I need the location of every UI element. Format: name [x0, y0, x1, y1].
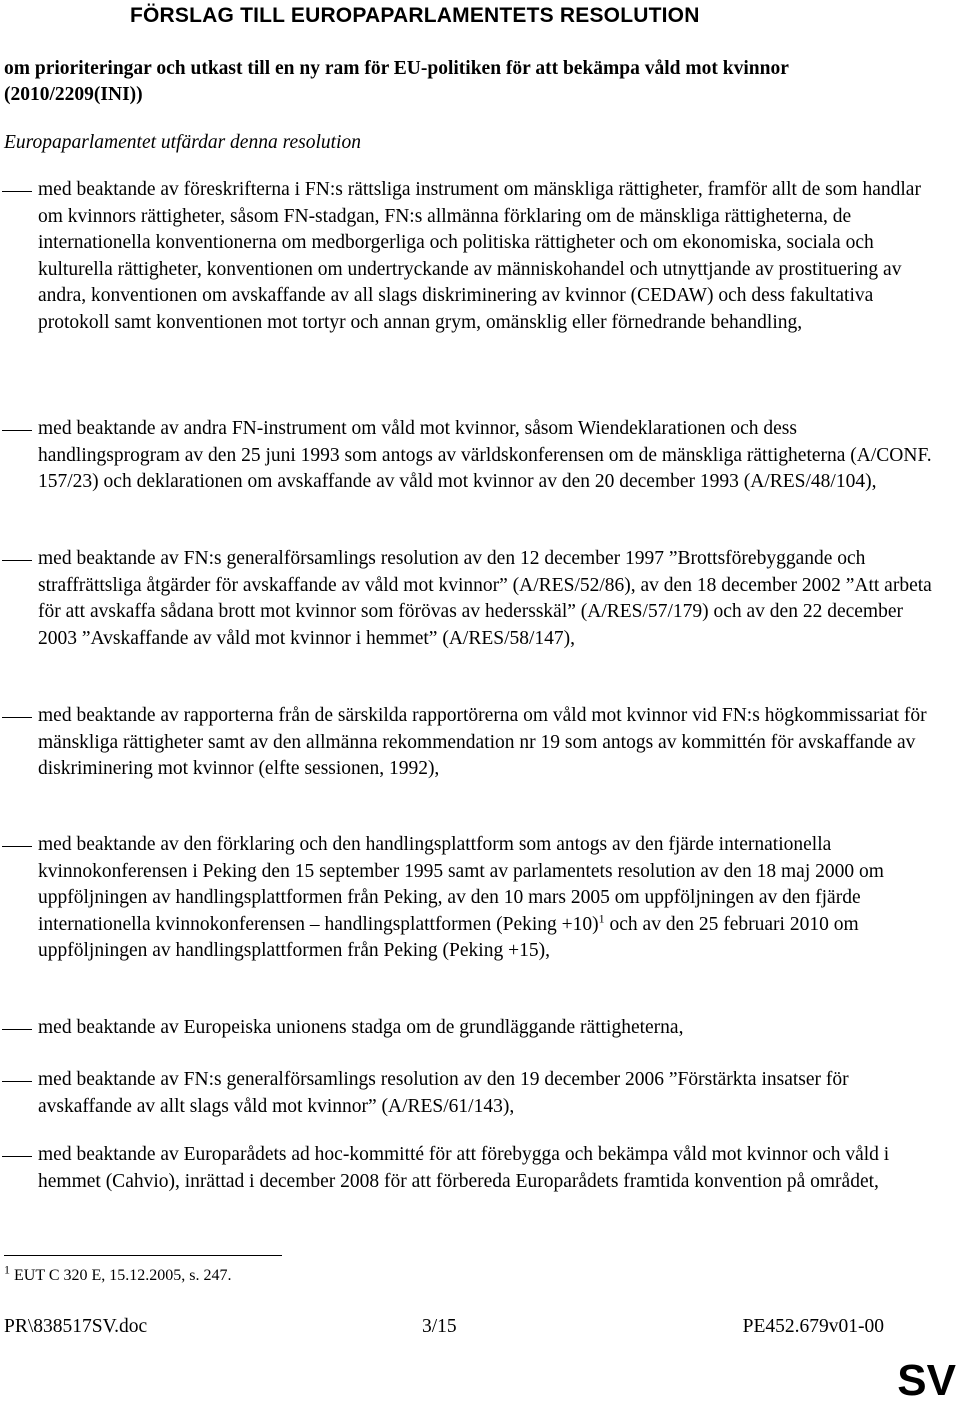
citation-5-continuation: och av den 25 februari 2010 om uppföljningen av handlingsplattformen från Peking (Peking +15), — [38, 913, 859, 961]
footnote-reference[interactable]: 1 — [598, 911, 605, 925]
citation-2 — [0, 416, 940, 496]
footer-reference: PE452.679v01-00 — [742, 1316, 884, 1337]
citation-text: med beaktande av FN:s generalförsamlings resolution av den 19 december 2006 ”Förstärkta insatser för avskaffande av allt slags våld mot kvinnor” (A/RES/61/143), — [38, 1069, 849, 1117]
footnote-text: EUT C 320 E, 15.12.2005, s. 247. — [10, 1267, 232, 1284]
language-code: SV — [897, 1356, 956, 1405]
footer-page-number: 3/15 — [422, 1316, 457, 1337]
citation-text: med beaktande av rapporterna från de särskilda rapportörerna om våld mot kvinnor vid FN:s högkommissariat för mänskliga rättigheter samt av den allmänna rekommendation nr 19 som antogs av kommittén för avskaffande av diskriminering mot kvinnor (elfte sessionen, 1992), — [38, 705, 927, 779]
citation-text — [38, 832, 940, 965]
citation-3 — [0, 546, 940, 652]
citation-text: med beaktande av FN:s generalförsamlings resolution av den 12 december 1997 ”Brottsförebyggande och straffrättsliga åtgärder för avskaffande av våld mot kvinnor” (A/RES/52/86), av den 18 december 2002 ”Att arbeta för att avskaffa sådana brott mot kvinnor som förövas av hedersskäl” (A/RES/57/179) och av den 22 december 2003 ”Avskaffande av våld mot kvinnor i hemmet” (A/RES/58/147), — [38, 548, 932, 649]
citation-text: med beaktande av föreskrifterna i FN:s rättsliga instrument om mänskliga rättigheter, framför allt de som handlar om kvinnors rättigheter, såsom FN-stadgan, FN:s allmänna förklaring om de mänskliga rättigheterna, de internationella konventionerna om medborgerliga och politiska rättigheter och om ekonomiska, sociala och kulturella rättigheter, konventionen om undertryckande av människohandel och utnyttjande av prostituering av andra, konventionen om avskaffande av all slags diskriminering av kvinnor (CEDAW) och dess fakultativa protokoll samt konventionen mot tortyr och annan grym, omänsklig eller förnedrande behandling, — [38, 179, 921, 333]
citation-7 — [0, 1067, 940, 1120]
citation-4 — [0, 703, 940, 783]
citation-text: med beaktande av Europarådets ad hoc-kommitté för att förebygga och bekämpa våld mot kvinnor och våld i hemmet (Cahvio), inrättad i december 2008 för att förbereda Europarådets framtida konvention på området, — [38, 1144, 890, 1192]
citation-5-main: med beaktande av den förklaring och den handlingsplattform som antogs av den fjärde internationella kvinnokonferensen i Peking den 15 september 1995 samt av parlamentets resolution av den 18 maj 2000 om uppföljningen av handlingsplattformen från Peking, av den 10 mars 2005 om uppföljningen av den fjärde internationella kvinnokonferensen – handlingsplattformen (Peking +10) — [38, 834, 884, 935]
footnote-number: 1 — [4, 1262, 10, 1277]
resolution-intro: Europaparlamentet utfärdar denna resolution — [4, 132, 361, 153]
document-title: FÖRSLAG TILL EUROPAPARLAMENTETS RESOLUTION — [130, 4, 700, 27]
citation-text: med beaktande av andra FN-instrument om våld mot kvinnor, såsom Wiendeklarationen och dess handlingsprogram av den 25 juni 1993 som antogs av världskonferensen om de mänskliga rättigheterna (A/CONF. 157/23) och deklarationen om avskaffande av våld mot kvinnor av den 20 december 1993 (A/RES/48/104), — [38, 418, 932, 492]
citation-1 — [0, 177, 940, 336]
footer-file-name: PR\838517SV.doc — [4, 1316, 148, 1337]
citation-text: med beaktande av Europeiska unionens stadga om de grundläggande rättigheterna, — [38, 1017, 684, 1038]
citation-8 — [0, 1142, 940, 1195]
resolution-subject: om prioriteringar och utkast till en ny ram för EU-politiken för att bekämpa våld mot kvinnor (2010/2209(INI)) — [4, 58, 789, 105]
footnote — [4, 1262, 232, 1287]
page-footer — [4, 1314, 884, 1340]
citation-6 — [0, 1015, 940, 1042]
footnote-separator — [4, 1255, 282, 1256]
citation-5 — [0, 832, 940, 965]
